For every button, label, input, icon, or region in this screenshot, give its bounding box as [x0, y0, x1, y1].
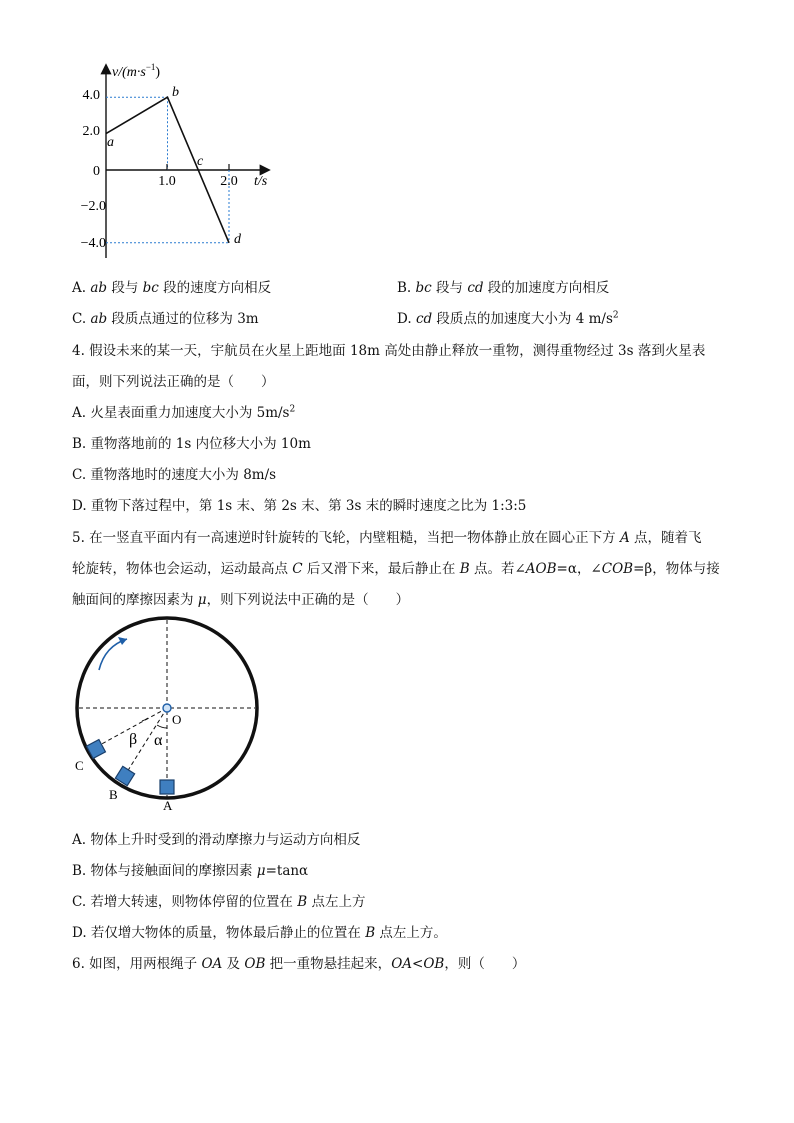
label-alpha: α [154, 732, 163, 749]
q3-option-c: C. ab 段质点通过的位移为 3m [72, 311, 259, 327]
q3-option-d: D. cd 段质点的加速度大小为 4 $m/s^2$ [397, 310, 619, 327]
alpha-arc [157, 725, 167, 728]
center-point [163, 704, 171, 712]
q4-option-b: B. 重物落地前的 1s 内位移大小为 10m [72, 436, 311, 452]
q4-stem-line-1: 4. 假设未来的某一天，宇航员在火星上距地面 18m 高处由静止释放一重物，测得重物经过 3s 落到火星表 [72, 343, 706, 359]
y-tick-neg4: −4.0 [80, 236, 106, 251]
point-label-a: a [107, 135, 114, 150]
q4-option-c: C. 重物落地时的速度大小为 8m/s [72, 467, 277, 483]
label-a: A [163, 798, 173, 813]
point-label-d: d [234, 232, 241, 247]
y-tick-2: 2.0 [82, 124, 100, 139]
q5-option-b: B. 物体与接触面间的摩擦因素 μ=tanα [72, 863, 309, 879]
x-axis-label: t/s [254, 174, 268, 189]
q5-stem-line-2: 轮旋转，物体也会运动，运动最高点 C 后又滑下来，最后静止在 B 点。若∠AOB=α，∠COB=β，物体与接 [72, 561, 720, 577]
x-tick-2: 2.0 [220, 174, 238, 189]
block-a [160, 780, 174, 794]
q5-option-d: D. 若仅增大物体的质量，物体最后静止的位置在 B 点左上方。 [72, 925, 447, 941]
point-label-b: b [172, 85, 179, 100]
q5-option-a: A. 物体上升时受到的滑动摩擦力与运动方向相反 [72, 832, 361, 848]
point-label-c: c [197, 154, 204, 169]
q3-option-a: A. ab 段与 bc 段的速度方向相反 [72, 280, 272, 296]
y-tick-0: 0 [93, 164, 100, 179]
q5-option-c: C. 若增大转速，则物体停留的位置在 B 点左上方 [72, 894, 366, 910]
vt-graph [70, 58, 300, 273]
x-tick-1: 1.0 [158, 174, 176, 189]
q6-stem: 6. 如图，用两根绳子 OA 及 OB 把一重物悬挂起来，OA<OB，则（ ） [72, 956, 526, 972]
label-b: B [109, 787, 118, 802]
flywheel-diagram [65, 612, 270, 817]
y-tick-4: 4.0 [82, 88, 100, 103]
q5-stem-line-1: 5. 在一竖直平面内有一高速逆时针旋转的飞轮，内壁粗糙，当把一物体静止放在圆心正下方 A 点，随着飞 [72, 530, 702, 546]
q4-stem-line-2: 面，则下列说法正确的是（ ） [72, 374, 275, 390]
label-o: O [172, 712, 182, 727]
label-c: C [75, 758, 84, 773]
y-axis-label: $v/(m\cdot s^{-1})$ [112, 62, 161, 80]
q3-option-b: B. bc 段与 cd 段的加速度方向相反 [397, 280, 610, 296]
rotation-arrowhead-icon [118, 637, 127, 645]
q4-option-d: D. 重物下落过程中，第 1s 末、第 2s 末、第 3s 末的瞬时速度之比为 1:3:5 [72, 498, 527, 514]
q5-stem-line-3: 触面间的摩擦因素为 μ，则下列说法中正确的是（ ） [72, 592, 410, 608]
q4-option-a: A. 火星表面重力加速度大小为 $5m/s^2$ [72, 404, 296, 421]
y-tick-neg2: −2.0 [80, 199, 106, 214]
label-beta: β [129, 731, 138, 748]
